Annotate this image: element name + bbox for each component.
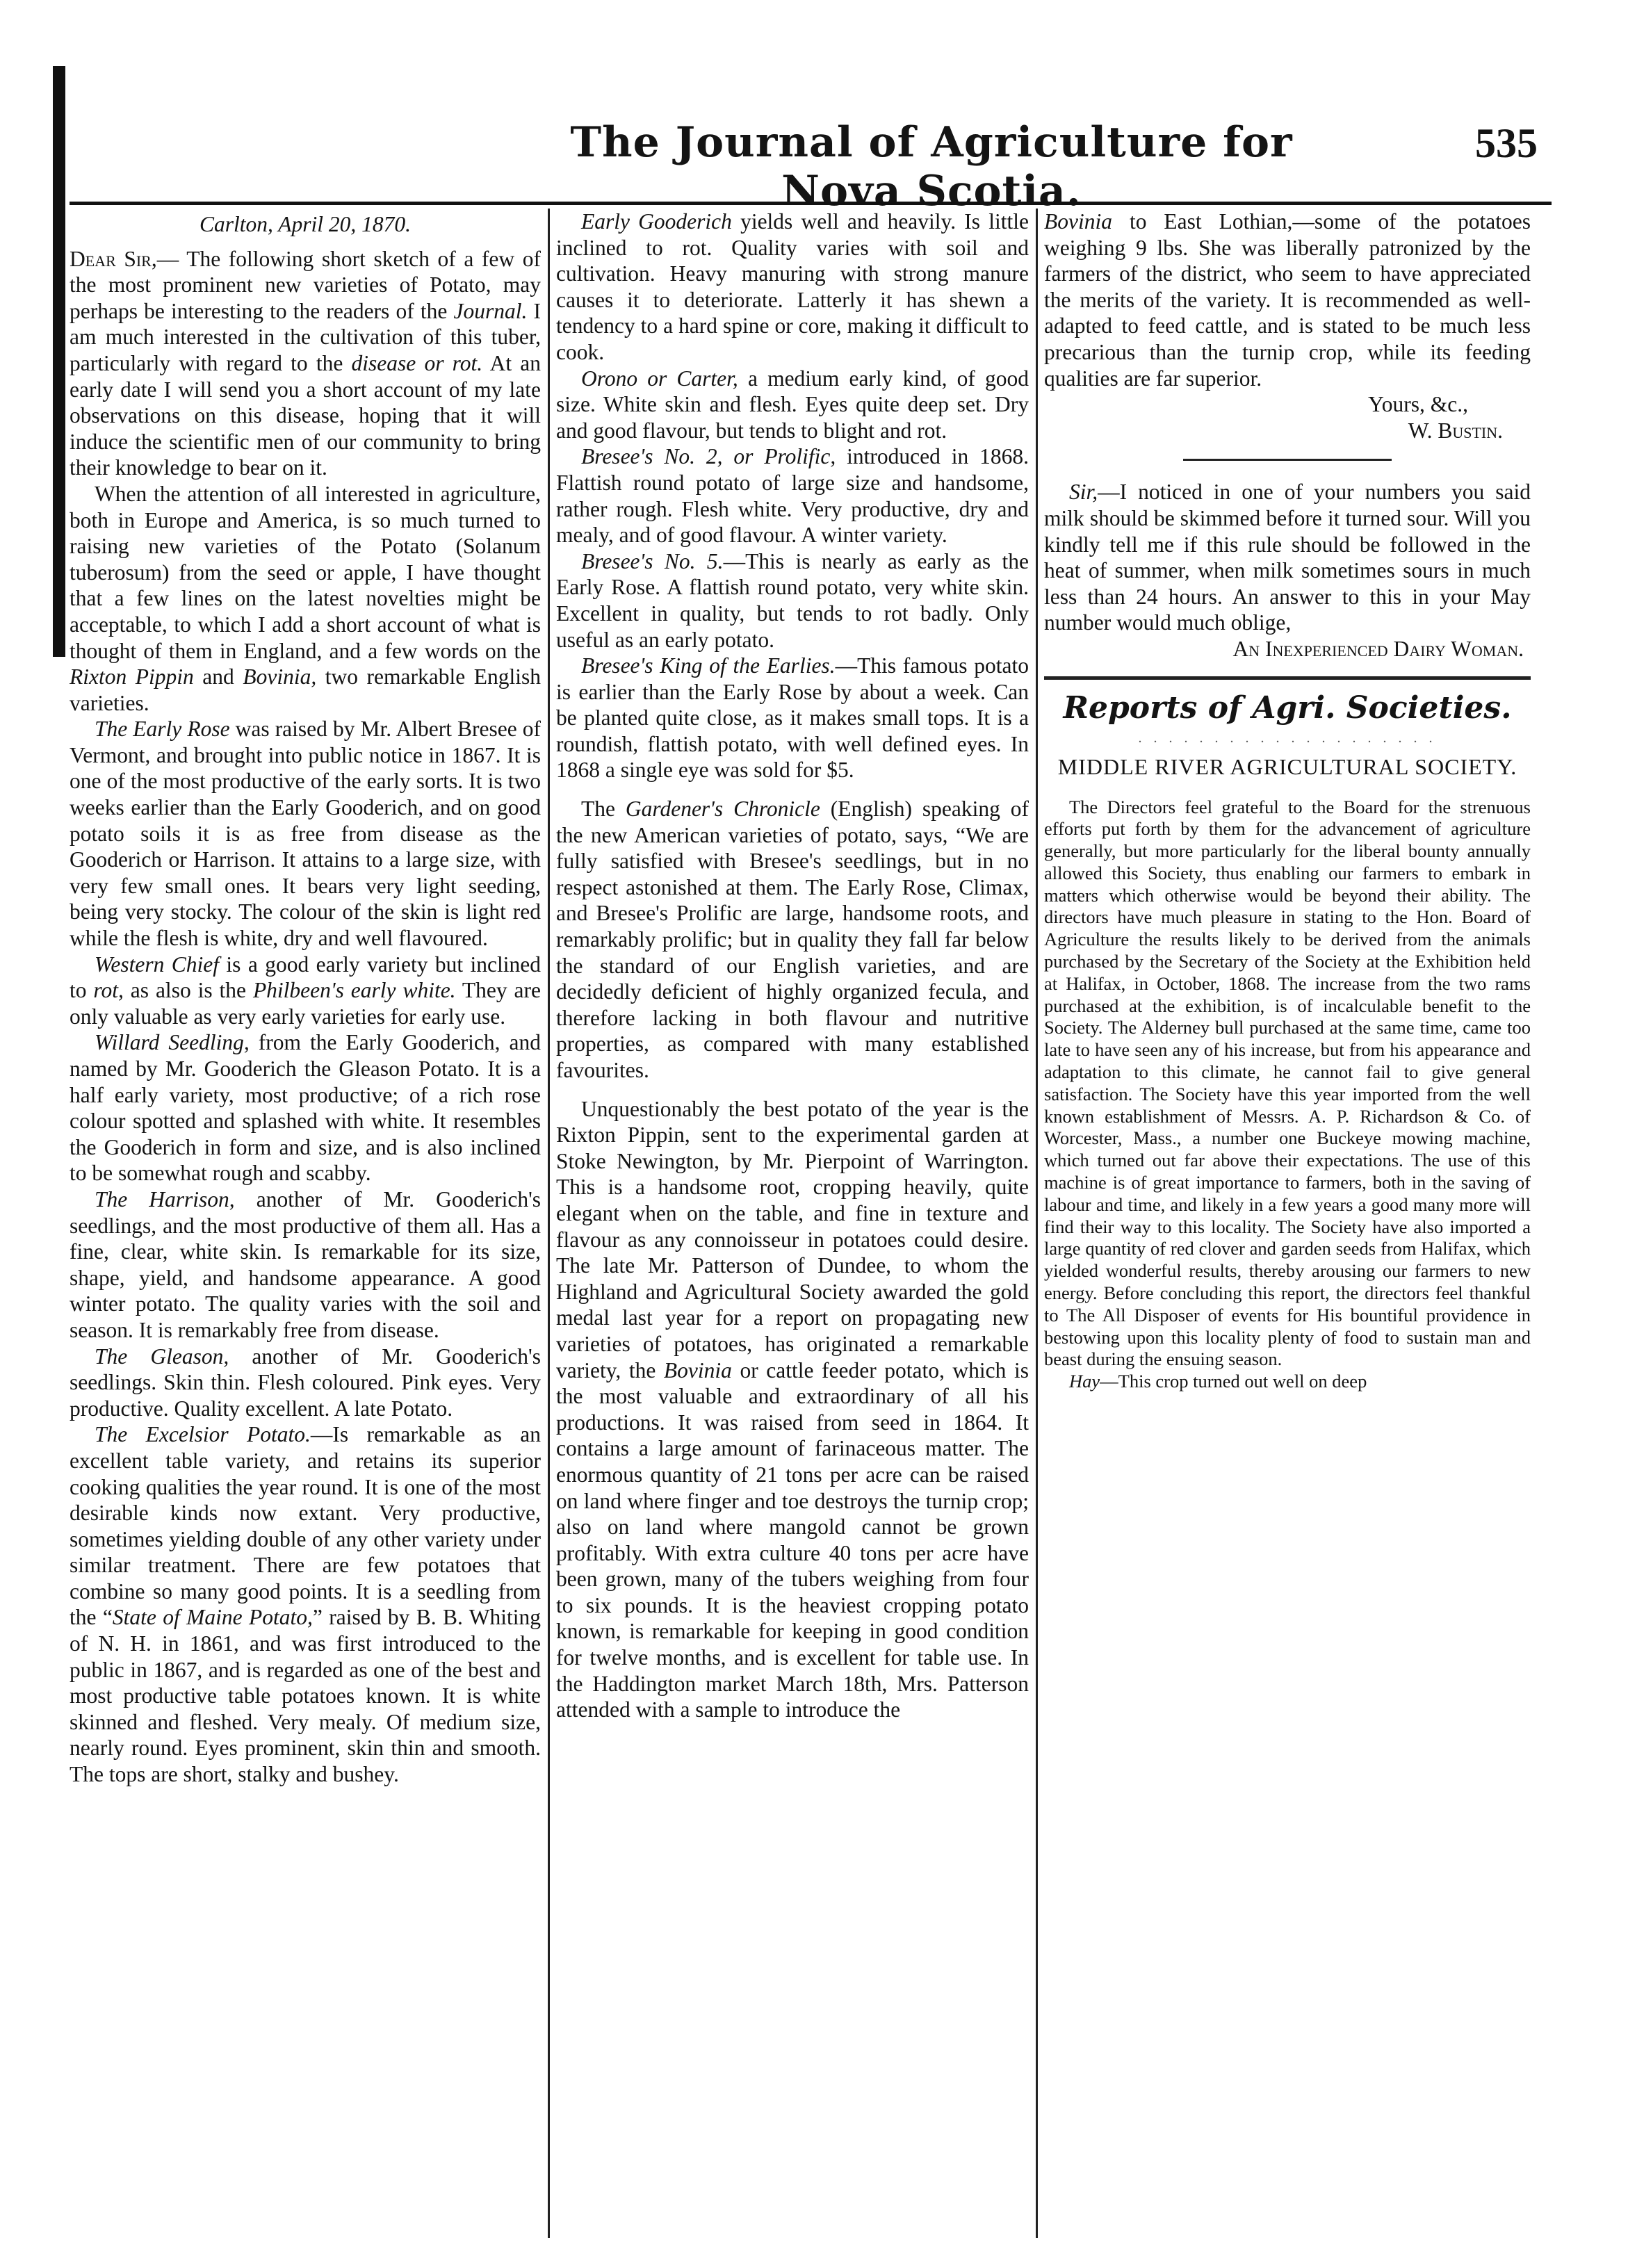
dairy-letter: Sir,—I noticed in one of your numbers you said milk should be skimmed before it turned sour. Will you kindly tell me if this rule should be followed in the heat of summer, when milk sometimes sours in much less than 24 hours. An answer to this in your May number would much oblige, <box>1044 480 1531 635</box>
paragraph-novelties: When the attention of all interested in agriculture, both in Europe and America, is so much turned to raising new varieties of the Potato (Solanum tuberosum) from the seed or apple, I have thought that a few lines on the latest novelties might be acceptable, to which I add a short account of what is thought of them in England, and a few words on the Rixton Pippin and Bovinia, two remarkable English varieties. <box>70 481 541 715</box>
letter-separator <box>1183 459 1392 461</box>
letter-dateline: Carlton, April 20, 1870. <box>200 212 411 236</box>
section-heading: Reports of Agri. Societies. <box>1063 690 1512 726</box>
salutation: Dear Sir, <box>70 246 157 271</box>
rixton-continued: or cattle feeder potato, which is the most valuable and extraordinary of all his productions. It was raised from seed in 1864. It contains a large amount of farinaceous matter. The enormous quantity of 21 tons per acre can be raised on land where finger and toe destroys the turnip crop; also on land where mangold cannot be grown profitably. With extra culture 40 tons per acre have been grown, many of the tubers weighing from four to six pounds. It is the heaviest cropping potato known, is remarkable for keeping in good condition for twelve months, and is excellent for table use. In the Haddington market March 18th, Mrs. Patterson attended with a sample to introduce the <box>556 1357 1029 1722</box>
section-rule <box>1044 676 1531 680</box>
column-rule-1 <box>548 209 550 2238</box>
page-header <box>70 111 1558 215</box>
letter-intro: Dear Sir,— The following short sketch of a few of the most prominent new varieties of Potato, may perhaps be interesting to the readers of the Journal. I am much interested in the cultivation of this tuber, particularly with regard to the disease or rot. At an early date I will send you a short account of my late observations on this disease, hoping that it will induce the scientific men of our community to bring their knowledge to bear on it. <box>70 246 541 480</box>
column-3 <box>1044 209 1531 2238</box>
excelsior-continued: ” raised by B. B. Whiting of N. H. in 1861, and was first introduced to the public in 1867, and is regarded as one of the best and most productive table potatoes known. It is white skinned and fleshed. Very mealy. Of medium size, nearly round. Eyes prominent, skin thin and smooth. The tops are short, stalky and bushey. <box>70 1605 541 1787</box>
paragraph-harrison: The Harrison, another of Mr. Gooderich's seedlings, and the most productive of them all. Has a fine, clear, white skin. Is remarkable for its size, shape, yield, and handsome appearance. A good winter potato. The quality varies with the soil and season. It is remarkably free from disease. <box>70 1186 541 1342</box>
paragraph-gardeners-chronicle: The Gardener's Chronicle (English) speaking of the new American varieties of potato, says, “We are fully satisfied with Bresee's seedlings, but in no respect astonished at them. The Early Rose, Climax, and Bresee's Prolific are large, handsome roots, and remarkably prolific; but in quality they fall far below the standard of our English varieties, and are decidedly deficient of highly organized fecula, and therefore lacking in both flavour and nutritive properties, as compared with many established favourites. <box>556 797 1029 1082</box>
paragraph-excelsior: The Excelsior Potato.—Is remarkable as an excellent table variety, and retains its superior cooking qualities the year round. It is one of the most desirable kinds now extant. Very productive, sometimes yielding double of any other variety under similar treatment. There are few potatoes that combine so many good points. It is a seedling from the “State of Maine Potato,” raised by B. B. Whiting of N. H. in 1861, and was first introduced to the public in 1867, and is regarded as one of the best and most productive table potatoes known. It is white skinned and fleshed. Very mealy. Of medium size, nearly round. Eyes prominent, skin thin and smooth. The tops are short, stalky and bushey. <box>70 1422 541 1787</box>
paragraph-rixton-pippin: Unquestionably the best potato of the year is the Rixton Pippin, sent to the experimental garden at Stoke Newington, by Mr. Pierpoint of Warrington. This is a handsome root, cropping heavily, quite elegant when on the table, and fine in texture and flavour as any connoisseur in potatoes could desire. The late Mr. Patterson of Dundee, to whom the Highland and Agricultural Society awarded the gold medal last year for a report on propagating new varieties of potatoes, has originated a remarkable variety, the Bovinia or cattle feeder potato, which is the most valuable and extraordinary of all his productions. It was raised from seed in 1864. It contains a large amount of farinaceous matter. The enormous quantity of 21 tons per acre can be raised on land where finger and toe destroys the turnip crop; also on land where mangold cannot be grown profitably. With extra culture 40 tons per acre have been grown, many of the tubers weighing from four to six pounds. It is the heaviest cropping potato known, is remarkable for keeping in good condition for twelve months, and is excellent for table use. In the Haddington market March 18th, Mrs. Patterson attended with a sample to introduce the <box>556 1096 1029 1722</box>
society-report-body: The Directors feel grateful to the Board for the strenuous efforts put forth by them for the advancement of agriculture generally, but more particularly for the liberal bounty annually allowed this Society, thus enabling our farmers to embark in matters which otherwise would be beyond their ability. The directors have much pleasure in stating to the Hon. Board of Agriculture the results likely to be derived from the animals purchased by the Secretary of the Society at the Exhibition held at Halifax, in October, 1868. The increase from the two rams purchased at the exhibition, is of incalculable benefit to the Society. The Alderney bull purchased at the same time, came too late to have seen any of his increase, but from his appearance and adaptation to this climate, he cannot fail to give general satisfaction. The Society have this year imported from the well known establishment of Messrs. A. P. Richardson & Co. of Worcester, Mass., a number one Buckeye mowing machine, which turned out far above their expectations. The use of this machine is of great importance to farmers, both in the saving of labour and time, and likely in a few years a good many more will find their way to this locality. The Society have also imported a large quantity of red clover and garden seeds from Halifax, which yielded wonderful results, thereby arousing our farmers to new energy. Before concluding this report, the directors feel thankful to The All Disposer of events for His bountiful providence in bestowing upon this locality plenty of food to sustain man and beast during the ensuing season. <box>1044 796 1531 1370</box>
dairy-signature: An Inexperienced Dairy Woman. <box>1232 636 1524 661</box>
page-number: 535 <box>1475 120 1538 166</box>
journal-title: The Journal of Agriculture for Nova Scotia. <box>570 118 1293 215</box>
paragraph-bresee-2: Bresee's No. 2, or Prolific, introduced in 1868. Flattish round potato of large size and handsome, rather rough. Flesh white. Very productive, dry and mealy, and of good flavour. A winter variety. <box>556 444 1029 548</box>
paragraph-orono: Orono or Carter, a medium early kind, of good size. White skin and flesh. Eyes quite deep set. Dry and good flavour, but tends to blight and rot. <box>556 366 1029 443</box>
column-1 <box>70 209 541 2238</box>
paragraph-bresee-5: Bresee's No. 5.—This is nearly as early as the Early Rose. A flattish round potato, very white skin. Excellent in quality, but tends to rot badly. Only useful as an early potato. <box>556 548 1029 652</box>
paragraph-king-of-earlies: Bresee's King of the Earlies.—This famous potato is earlier than the Early Rose by about a week. Can be planted quite close, as it makes small tops. It is a roundish, flattish potato, with well defined eyes. In 1868 a single eye was sold for $5. <box>556 653 1029 783</box>
header-rule <box>70 202 1552 205</box>
paragraph-early-rose: The Early Rose was raised by Mr. Albert Bresee of Vermont, and brought into public notice in 1867. It is one of the most productive of the early sorts. It is two weeks earlier than the Early Gooderich, and on good potato soils it is as free from disease as the Gooderich or Harrison. It attains to a large size, with very few small ones. It bears very light seeding, being very stocky. The colour of the skin is light red while the flesh is white, dry and well flavoured. <box>70 717 541 951</box>
paragraph-early-gooderich: Early Gooderich yields well and heavily. Is little inclined to rot. Quality varies with soil and cultivation. Heavy manuring with strong manure causes it to deteriorate. Latterly it has shewn a tendency to a hard spine or core, making it difficult to cook. <box>556 209 1029 364</box>
paragraph-willard-seedling: Willard Seedling, from the Early Gooderich, and named by Mr. Gooderich the Gleason Potato. It is a half early variety, most productive; of a rich rose colour spotted and splashed with white. It resembles the Gooderich in form and size, and is also inclined to be somewhat rough and scabby. <box>70 1030 541 1186</box>
dairy-salutation: Sir, <box>1069 480 1098 505</box>
hay-paragraph: Hay—This crop turned out well on deep <box>1069 1371 1367 1392</box>
column-2 <box>556 209 1029 2238</box>
paragraph-bovinia-continued: Bovinia to East Lothian,—some of the potatoes weighing 9 lbs. She was liberally patronized by the farmers of the district, who seem to have appreciated the merits of the variety. It is recommended as well-adapted to feed cattle, and is stated to be much less precarious than the turnip crop, while its feeding qualities are far superior. <box>1044 209 1531 391</box>
heading-ornament: . . . . . . . . . . . . . . . . . . . . <box>1138 730 1437 746</box>
paragraph-gleason: The Gleason, another of Mr. Gooderich's seedlings. Skin thin. Flesh coloured. Pink eyes. Very productive. Quality excellent. A late Potato. <box>70 1344 541 1421</box>
binding-edge <box>53 66 65 657</box>
letter-closing: Yours, &c., <box>1368 392 1468 417</box>
column-rule-2 <box>1036 209 1038 2238</box>
letter-signature: W. Bustin. <box>1408 418 1503 443</box>
society-title: MIDDLE RIVER AGRICULTURAL SOCIETY. <box>1057 753 1517 779</box>
paragraph-western-chief: Western Chief is a good early variety but inclined to rot, as also is the Philbeen's early white. They are only valuable as very early varieties for early use. <box>70 952 541 1029</box>
